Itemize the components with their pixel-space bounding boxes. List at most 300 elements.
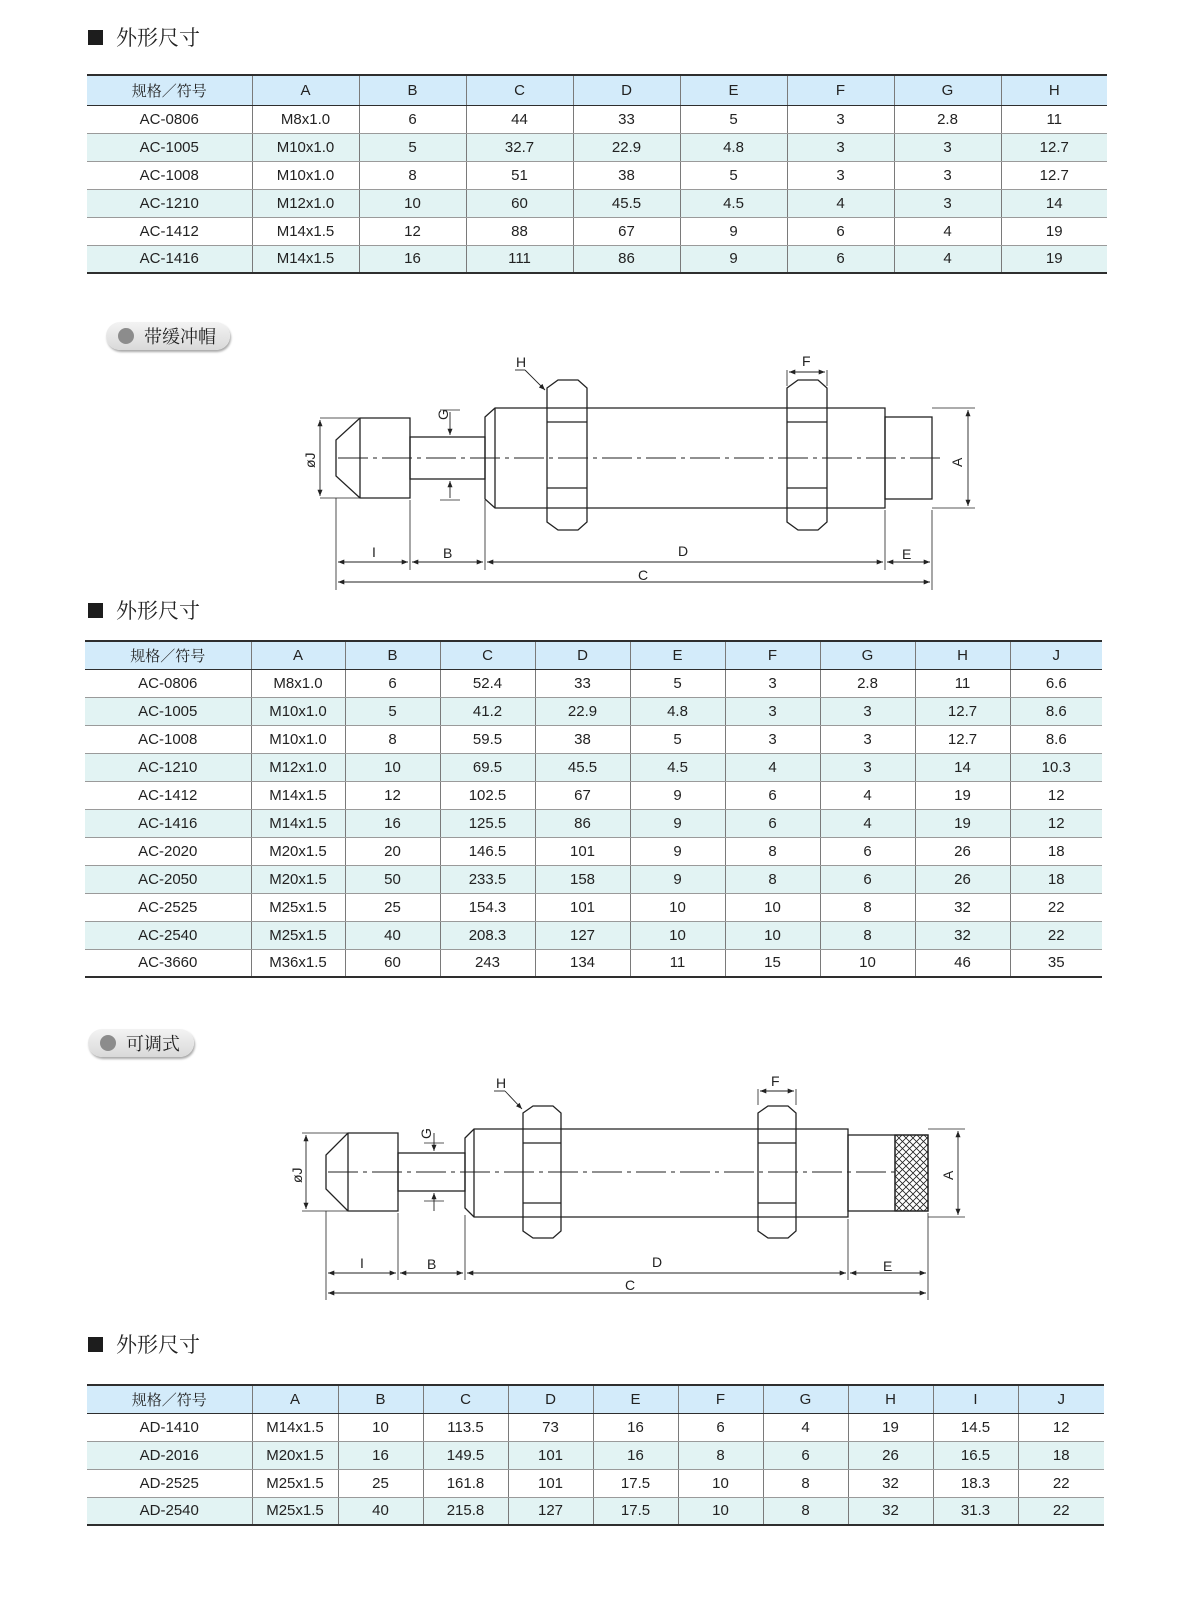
variant-label-text: 可调式 [126,1034,180,1055]
table-cell: 125.5 [440,809,535,837]
table-cell: 3 [725,725,820,753]
table-cell: 9 [680,217,787,245]
table-cell: 16 [359,245,466,273]
section-title-3 [88,1329,200,1359]
table-cell: M25x1.5 [252,1497,338,1525]
table-cell: 18 [1010,837,1102,865]
table-cell: M14x1.5 [251,809,345,837]
table-cell: 38 [535,725,630,753]
table-cell: 10 [630,921,725,949]
table-cell: 31.3 [933,1497,1018,1525]
table-row [87,1497,1104,1525]
table-cell: 45.5 [535,753,630,781]
table-row [87,189,1107,217]
model-cell: AC-1008 [87,161,252,189]
table-cell: 3 [787,133,894,161]
dim-label-b: B [443,545,453,561]
table-cell: 26 [848,1441,933,1469]
dim-label-g: G [418,1128,434,1139]
table-cell: 102.5 [440,781,535,809]
table-cell: 44 [466,105,573,133]
table-cell: M12x1.0 [252,189,359,217]
table-cell: 4 [820,809,915,837]
table-cell: 9 [630,837,725,865]
table-cell: 16 [593,1413,678,1441]
table-cell: 12.7 [915,725,1010,753]
table-cell: 22 [1018,1497,1104,1525]
table-cell: 10 [725,893,820,921]
table-cell: M20x1.5 [252,1441,338,1469]
table-cell: 243 [440,949,535,977]
table-cell: 2.8 [894,105,1001,133]
table-cell: 40 [338,1497,423,1525]
section-title-text: 外形尺寸 [116,1333,200,1357]
table-cell: 5 [630,669,725,697]
table-cell: 8 [820,893,915,921]
table-row [85,781,1102,809]
column-header: H [848,1385,933,1413]
table-cell: 6 [787,217,894,245]
variant-label-cap [106,322,230,350]
table-cell: 26 [915,837,1010,865]
table-cell: M14x1.5 [252,217,359,245]
table-cell: 101 [535,837,630,865]
table-cell: 19 [1001,217,1107,245]
table-cell: M25x1.5 [251,893,345,921]
column-header: G [894,75,1001,105]
table-cell: 8 [359,161,466,189]
table-cell: 88 [466,217,573,245]
model-cell: AC-3660 [85,949,251,977]
table-row [87,133,1107,161]
table-cell: 18 [1010,865,1102,893]
table-cell: 4 [787,189,894,217]
table-cell: 4.8 [680,133,787,161]
table-cell: M14x1.5 [252,1413,338,1441]
table-cell: M25x1.5 [252,1469,338,1497]
table-cell: 46 [915,949,1010,977]
dim-label-d: D [678,543,689,559]
table-cell: 134 [535,949,630,977]
table-cell: 32 [915,893,1010,921]
dim-label-e: E [883,1258,893,1274]
table-cell: 60 [466,189,573,217]
table-cell: 45.5 [573,189,680,217]
table-cell: 3 [894,161,1001,189]
table-cell: 3 [894,133,1001,161]
table-cell: 6 [820,837,915,865]
table-row [85,837,1102,865]
table-cell: 17.5 [593,1497,678,1525]
table-cell: 10 [678,1497,763,1525]
table-cell: 101 [508,1441,593,1469]
table-cell: 9 [630,865,725,893]
table-cell: 8 [345,725,440,753]
dim-label-c: C [638,567,649,583]
table-cell: 12.7 [915,697,1010,725]
model-cell: AC-1416 [87,245,252,273]
table-cell: 19 [848,1413,933,1441]
model-cell: AC-0806 [87,105,252,133]
model-cell: AC-0806 [85,669,251,697]
column-header: H [1001,75,1107,105]
table-cell: 4 [820,781,915,809]
column-header: E [630,641,725,669]
table-row [87,1469,1104,1497]
table-row [87,105,1107,133]
table-cell: 12 [1018,1413,1104,1441]
table-row [87,217,1107,245]
column-header: E [680,75,787,105]
table-cell: 161.8 [423,1469,508,1497]
table-cell: 3 [820,725,915,753]
table-cell: M10x1.0 [252,161,359,189]
table-cell: 41.2 [440,697,535,725]
table-cell: 6 [678,1413,763,1441]
table-row [85,697,1102,725]
table-cell: 3 [894,189,1001,217]
table-cell: 35 [1010,949,1102,977]
table-cell: 69.5 [440,753,535,781]
table-cell: M36x1.5 [251,949,345,977]
table-cell: 18.3 [933,1469,1018,1497]
model-cell: AD-2016 [87,1441,252,1469]
table-cell: 26 [915,865,1010,893]
square-bullet-icon [88,1337,103,1352]
table-cell: 10 [345,753,440,781]
table-row [85,669,1102,697]
table-cell: 17.5 [593,1469,678,1497]
table-cell: 11 [630,949,725,977]
table-cell: 6 [725,781,820,809]
table-row [85,921,1102,949]
table-cell: 33 [573,105,680,133]
dim-label-i: I [360,1255,364,1271]
table-row [85,893,1102,921]
spec-table-2 [85,640,1102,978]
table-cell: 10.3 [1010,753,1102,781]
column-header: C [440,641,535,669]
table-cell: 5 [680,105,787,133]
table-cell: 25 [338,1469,423,1497]
dim-label-d: D [652,1254,663,1270]
table-cell: 10 [338,1413,423,1441]
table-cell: 11 [1001,105,1107,133]
table-cell: 15 [725,949,820,977]
table-cell: 19 [915,781,1010,809]
table-cell: 208.3 [440,921,535,949]
table-header-row [87,1385,1104,1413]
table-cell: 12 [345,781,440,809]
table-cell: 14.5 [933,1413,1018,1441]
column-header: J [1010,641,1102,669]
table-cell: 8 [725,837,820,865]
table-cell: 8 [678,1441,763,1469]
table-cell: M8x1.0 [251,669,345,697]
column-header: D [508,1385,593,1413]
table-cell: 8.6 [1010,725,1102,753]
dim-label-a: A [949,457,965,467]
column-header: B [359,75,466,105]
table-row [85,809,1102,837]
drawing-adjustable [290,1075,980,1305]
table-cell: 20 [345,837,440,865]
table-cell: 233.5 [440,865,535,893]
dim-label-e: E [902,546,912,562]
bullet-dot-icon [118,328,134,344]
column-header: 规格／符号 [87,1385,252,1413]
table-cell: 8 [820,921,915,949]
model-cell: AC-1416 [85,809,251,837]
dim-label-c: C [625,1277,636,1293]
column-header: H [915,641,1010,669]
table-cell: 22 [1010,921,1102,949]
table-cell: M8x1.0 [252,105,359,133]
table-cell: 6.6 [1010,669,1102,697]
column-header: I [933,1385,1018,1413]
table-cell: 18 [1018,1441,1104,1469]
model-cell: AC-2525 [85,893,251,921]
section-title-text: 外形尺寸 [116,26,200,50]
table-cell: 6 [359,105,466,133]
table-row [85,949,1102,977]
table-cell: 3 [787,105,894,133]
table-cell: 86 [535,809,630,837]
table-cell: 6 [345,669,440,697]
table-row [85,865,1102,893]
dim-label-j: øJ [302,452,318,468]
table-cell: 12 [359,217,466,245]
table-cell: 10 [630,893,725,921]
table-cell: 6 [725,809,820,837]
table-cell: 4 [725,753,820,781]
variant-label-adjustable [88,1029,194,1057]
column-header: C [423,1385,508,1413]
table-header-row [85,641,1102,669]
table-row [87,1413,1104,1441]
column-header: F [787,75,894,105]
table-cell: 16 [338,1441,423,1469]
table-cell: 67 [573,217,680,245]
column-header: 规格／符号 [85,641,251,669]
table-cell: 60 [345,949,440,977]
table-cell: 51 [466,161,573,189]
dim-label-a: A [940,1170,956,1180]
column-header: F [678,1385,763,1413]
variant-label-text: 带缓冲帽 [144,327,216,348]
section-title-2 [88,595,200,625]
table-cell: 5 [345,697,440,725]
table-cell: 73 [508,1413,593,1441]
table-row [85,753,1102,781]
table-cell: M25x1.5 [251,921,345,949]
column-header: G [820,641,915,669]
table-cell: 33 [535,669,630,697]
column-header: B [345,641,440,669]
dim-label-h: H [516,354,527,370]
model-cell: AC-2540 [85,921,251,949]
model-cell: AC-1005 [87,133,252,161]
model-cell: AC-1005 [85,697,251,725]
bullet-dot-icon [100,1035,116,1051]
table-cell: 3 [820,753,915,781]
table-cell: 101 [535,893,630,921]
table-cell: M10x1.0 [251,697,345,725]
table-row [87,245,1107,273]
table-cell: 12.7 [1001,133,1107,161]
square-bullet-icon [88,30,103,45]
table-header-row [87,75,1107,105]
dim-label-f: F [802,353,811,369]
table-cell: 127 [535,921,630,949]
column-header: G [763,1385,848,1413]
table-cell: 5 [630,725,725,753]
table-cell: 14 [915,753,1010,781]
table-cell: 32 [915,921,1010,949]
table-cell: 59.5 [440,725,535,753]
model-cell: AD-1410 [87,1413,252,1441]
table-cell: 8 [763,1497,848,1525]
square-bullet-icon [88,603,103,618]
dim-label-h: H [496,1075,507,1091]
spec-table-3 [87,1384,1104,1526]
table-cell: 40 [345,921,440,949]
table-cell: 3 [820,697,915,725]
table-cell: 127 [508,1497,593,1525]
model-cell: AC-2020 [85,837,251,865]
column-header: 规格／符号 [87,75,252,105]
table-cell: 5 [359,133,466,161]
table-cell: 5 [680,161,787,189]
table-cell: 3 [725,697,820,725]
column-header: B [338,1385,423,1413]
table-cell: 2.8 [820,669,915,697]
table-cell: 4 [894,245,1001,273]
model-cell: AC-1008 [85,725,251,753]
table-cell: 16 [593,1441,678,1469]
table-cell: 146.5 [440,837,535,865]
table-cell: 22 [1018,1469,1104,1497]
table-cell: 22.9 [573,133,680,161]
table-cell: 86 [573,245,680,273]
model-cell: AC-2050 [85,865,251,893]
table-cell: 3 [725,669,820,697]
model-cell: AC-1412 [85,781,251,809]
table-cell: 6 [787,245,894,273]
column-header: D [573,75,680,105]
model-cell: AC-1210 [85,753,251,781]
model-cell: AD-2540 [87,1497,252,1525]
table-cell: 111 [466,245,573,273]
dim-label-f: F [771,1073,780,1089]
table-cell: 154.3 [440,893,535,921]
table-cell: 12.7 [1001,161,1107,189]
table-cell: 38 [573,161,680,189]
table-cell: 25 [345,893,440,921]
table-cell: 4 [894,217,1001,245]
section-title-text: 外形尺寸 [116,599,200,623]
dim-label-g: G [435,409,451,420]
table-cell: 6 [763,1441,848,1469]
table-row [87,161,1107,189]
table-cell: 9 [680,245,787,273]
table-cell: 215.8 [423,1497,508,1525]
table-cell: 32.7 [466,133,573,161]
table-cell: 19 [1001,245,1107,273]
column-header: A [252,1385,338,1413]
model-cell: AD-2525 [87,1469,252,1497]
column-header: F [725,641,820,669]
dim-label-b: B [427,1256,437,1272]
table-cell: 158 [535,865,630,893]
table-cell: 50 [345,865,440,893]
section-title-1 [88,22,200,52]
table-cell: 10 [725,921,820,949]
table-cell: 113.5 [423,1413,508,1441]
table-cell: 9 [630,809,725,837]
table-cell: 16.5 [933,1441,1018,1469]
table-cell: 52.4 [440,669,535,697]
column-header: E [593,1385,678,1413]
table-cell: 8.6 [1010,697,1102,725]
table-cell: 10 [820,949,915,977]
table-cell: 22.9 [535,697,630,725]
model-cell: AC-1412 [87,217,252,245]
table-cell: M20x1.5 [251,837,345,865]
table-cell: 12 [1010,809,1102,837]
table-cell: M10x1.0 [252,133,359,161]
column-header: A [252,75,359,105]
table-cell: 4.8 [630,697,725,725]
model-cell: AC-1210 [87,189,252,217]
spec-table-1 [87,74,1107,274]
table-row [85,725,1102,753]
dim-label-i: I [372,544,376,560]
table-cell: 10 [359,189,466,217]
table-cell: 32 [848,1469,933,1497]
table-cell: 149.5 [423,1441,508,1469]
table-cell: 12 [1010,781,1102,809]
column-header: J [1018,1385,1104,1413]
table-cell: 8 [725,865,820,893]
table-cell: M14x1.5 [251,781,345,809]
drawing-with-cap [300,350,990,595]
table-cell: 14 [1001,189,1107,217]
table-cell: 4.5 [630,753,725,781]
table-cell: 32 [848,1497,933,1525]
column-header: D [535,641,630,669]
table-cell: 11 [915,669,1010,697]
table-cell: 4.5 [680,189,787,217]
table-cell: M20x1.5 [251,865,345,893]
table-cell: 8 [763,1469,848,1497]
table-cell: 19 [915,809,1010,837]
table-cell: M10x1.0 [251,725,345,753]
table-cell: 10 [678,1469,763,1497]
table-cell: M14x1.5 [252,245,359,273]
table-cell: M12x1.0 [251,753,345,781]
table-cell: 3 [787,161,894,189]
table-cell: 4 [763,1413,848,1441]
table-cell: 22 [1010,893,1102,921]
table-cell: 6 [820,865,915,893]
table-cell: 101 [508,1469,593,1497]
column-header: C [466,75,573,105]
table-cell: 16 [345,809,440,837]
table-cell: 9 [630,781,725,809]
table-row [87,1441,1104,1469]
dim-label-j: øJ [289,1167,305,1183]
